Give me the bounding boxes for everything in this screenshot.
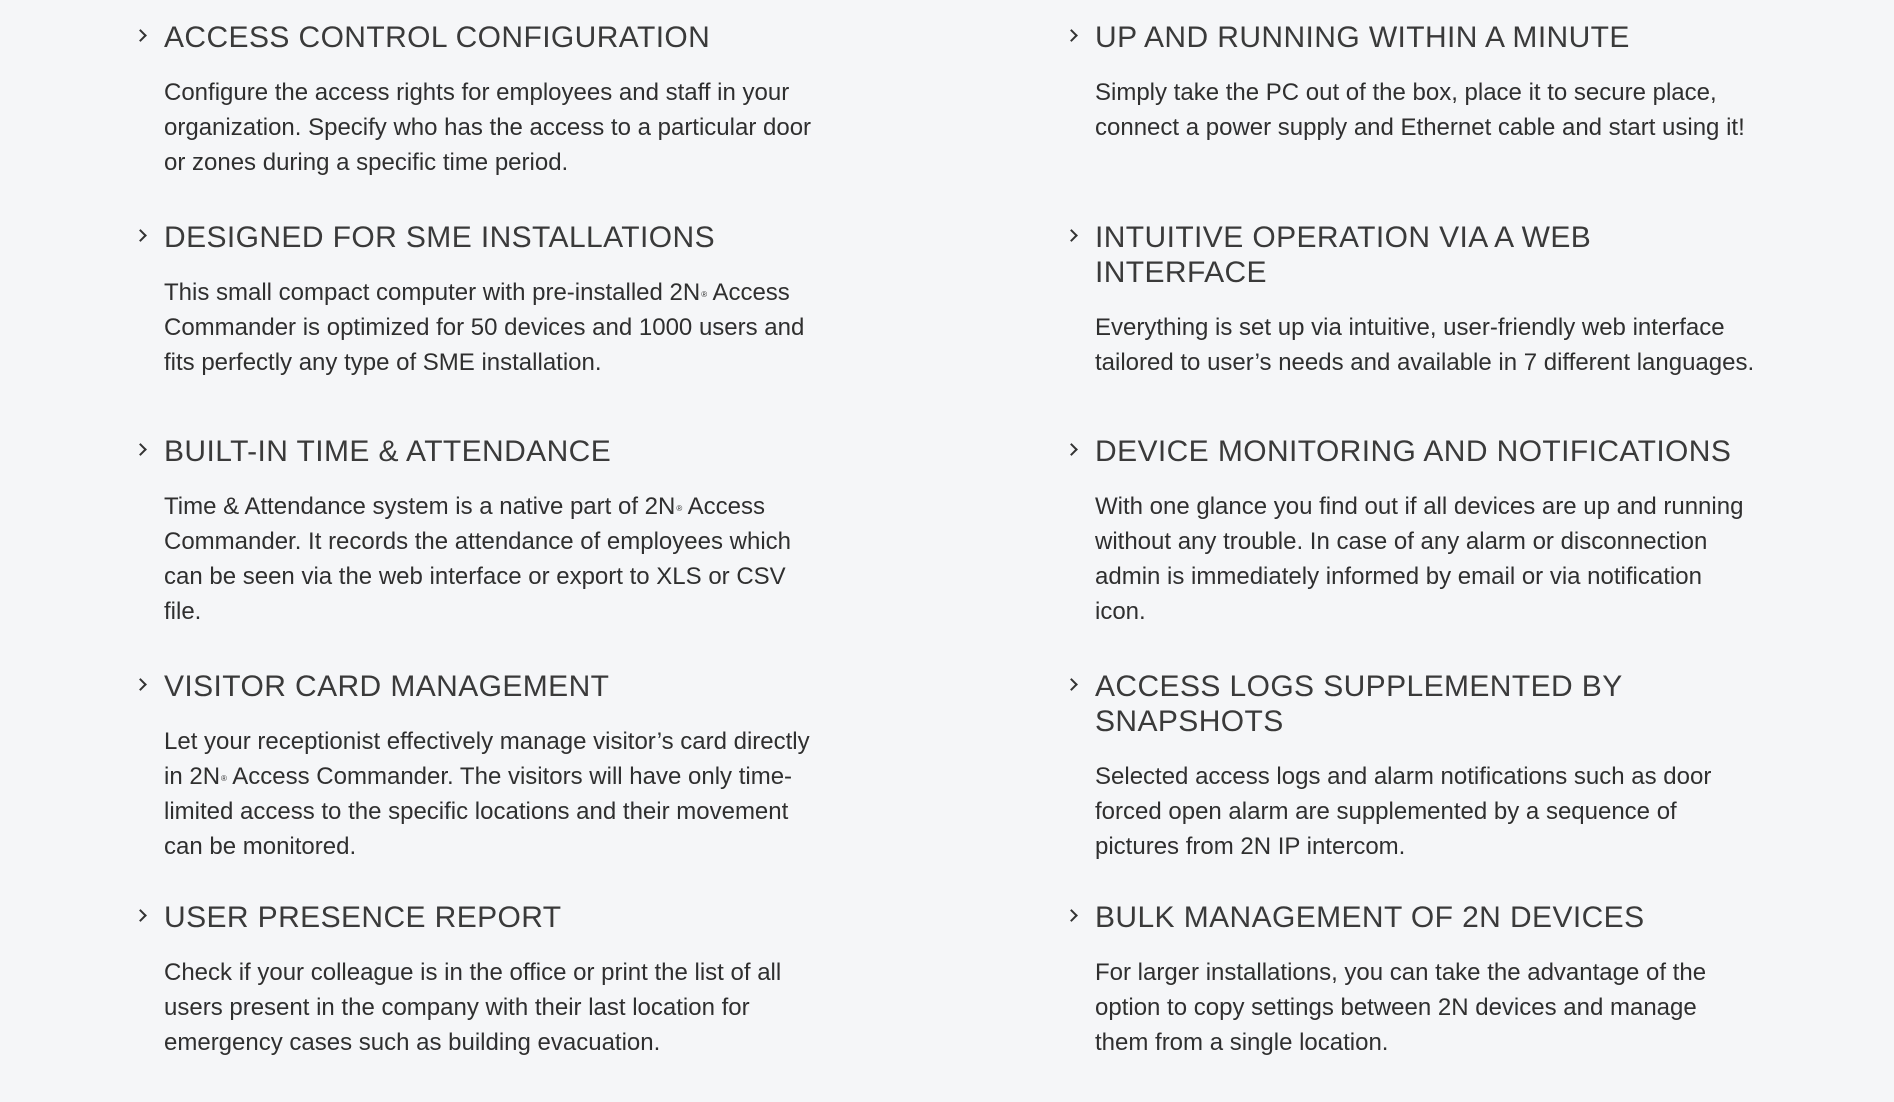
description-text-end: Access Commander. The visitors will have only time-limited access to the specific locations and their movement can be monitored. xyxy=(164,763,793,860)
feature-title-text: ACCESS LOGS SUPPLEMENTED BY SNAPSHOTS xyxy=(1095,670,1623,738)
chevron-right-icon xyxy=(134,909,147,922)
chevron-right-icon xyxy=(1065,29,1078,42)
description-text-end: Access Commander. It records the attendance of employees which can be seen via the web interface or export to XLS or CSV file. xyxy=(164,493,791,625)
chevron-right-icon xyxy=(134,29,147,42)
feature-title[interactable] xyxy=(1066,220,1655,290)
feature-description xyxy=(135,489,824,629)
feature-description: Check if your colleague is in the office or print the list of all users present in the company with their last location for emergency cases such as building evacuation. xyxy=(164,959,782,1056)
feature-title[interactable] xyxy=(1066,434,1766,469)
feature-built-in-time-attendance xyxy=(135,434,835,629)
feature-title-text: DESIGNED FOR SME INSTALLATIONS xyxy=(164,221,715,254)
feature-description: Simply take the PC out of the box, place it to secure place, connect a power supply and Ethernet cable and start using it! xyxy=(1095,79,1745,141)
feature-title-text: VISITOR CARD MANAGEMENT xyxy=(164,670,610,703)
chevron-right-icon xyxy=(1065,229,1078,242)
chevron-right-icon xyxy=(1065,678,1078,691)
feature-title[interactable] xyxy=(135,900,835,935)
description-text-start: This small compact computer with pre-installed 2N xyxy=(164,279,701,306)
chevron-right-icon xyxy=(1065,443,1078,456)
feature-description: Selected access logs and alarm notifications such as door forced open alarm are supplemented by a sequence of pictures from 2N IP intercom. xyxy=(1095,763,1712,860)
feature-up-and-running xyxy=(1066,20,1766,145)
feature-title[interactable] xyxy=(1066,20,1766,55)
feature-title-text: UP AND RUNNING WITHIN A MINUTE xyxy=(1095,21,1630,54)
feature-description: Configure the access rights for employees and staff in your organization. Specify who has the access to a particular door or zones during a specific time period. xyxy=(164,79,812,176)
description-text-end: Access Commander is optimized for 50 devices and 1000 users and fits perfectly any type of SME installation. xyxy=(164,279,805,376)
feature-title-text: BUILT-IN TIME & ATTENDANCE xyxy=(164,435,612,468)
feature-title[interactable] xyxy=(135,669,835,704)
feature-designed-for-sme xyxy=(135,220,835,380)
feature-access-control-configuration xyxy=(135,20,835,180)
feature-description: For larger installations, you can take the advantage of the option to copy settings between 2N devices and manage them from a single location. xyxy=(1095,959,1707,1056)
feature-access-logs-snapshots xyxy=(1066,669,1766,864)
feature-user-presence-report xyxy=(135,900,835,1060)
feature-title-text: DEVICE MONITORING AND NOTIFICATIONS xyxy=(1095,435,1732,468)
description-text-start: Let your receptionist effectively manage visitor’s card directly in 2N xyxy=(164,728,810,790)
feature-title[interactable] xyxy=(135,434,835,469)
feature-title[interactable] xyxy=(1066,669,1655,739)
chevron-right-icon xyxy=(134,229,147,242)
registered-mark: ® xyxy=(676,504,683,513)
feature-title-text: USER PRESENCE REPORT xyxy=(164,901,562,934)
feature-description: With one glance you find out if all devices are up and running without any trouble. In case of any alarm or disconnection admin is immediately informed by email or via notification icon. xyxy=(1095,493,1744,625)
description-text-start: Time & Attendance system is a native part of 2N xyxy=(164,493,676,520)
feature-description xyxy=(135,275,824,380)
feature-title-text: BULK MANAGEMENT OF 2N DEVICES xyxy=(1095,901,1645,934)
feature-bulk-management xyxy=(1066,900,1766,1060)
feature-title-text: ACCESS CONTROL CONFIGURATION xyxy=(164,21,711,54)
feature-description xyxy=(135,724,824,864)
registered-mark: ® xyxy=(221,774,227,783)
feature-intuitive-web-interface xyxy=(1066,220,1766,380)
chevron-right-icon xyxy=(1065,909,1078,922)
feature-device-monitoring xyxy=(1066,434,1766,629)
feature-title[interactable] xyxy=(1066,900,1766,935)
feature-description: Everything is set up via intuitive, user-friendly web interface tailored to user’s needs and available in 7 different languages. xyxy=(1095,314,1755,376)
registered-mark: ® xyxy=(701,290,708,299)
feature-visitor-card-management xyxy=(135,669,835,864)
feature-title-text: INTUITIVE OPERATION VIA A WEB INTERFACE xyxy=(1095,221,1592,289)
chevron-right-icon xyxy=(134,678,147,691)
feature-title[interactable] xyxy=(135,20,835,55)
feature-title[interactable] xyxy=(135,220,835,255)
chevron-right-icon xyxy=(134,443,147,456)
